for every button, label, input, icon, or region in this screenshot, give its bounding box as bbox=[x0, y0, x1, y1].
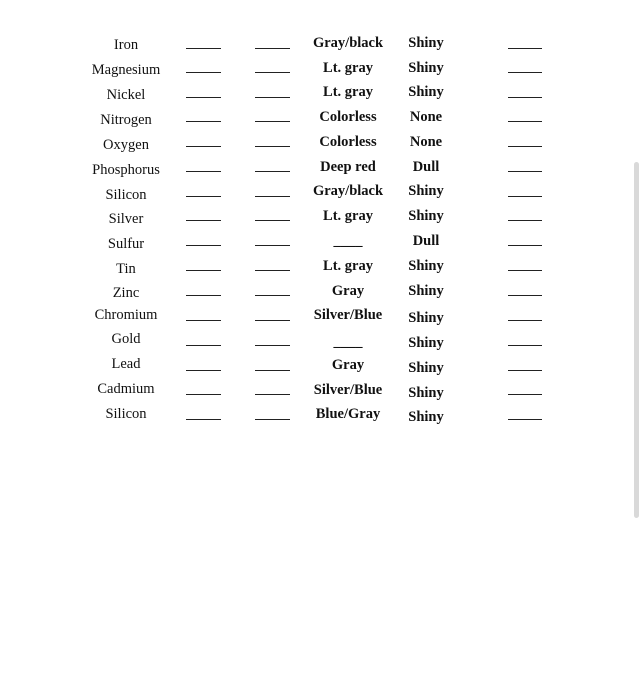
answer-blank bbox=[186, 419, 221, 420]
answer-blank bbox=[255, 97, 290, 98]
luster-value: Shiny bbox=[408, 208, 444, 224]
color-value: Lt. gray bbox=[323, 258, 373, 274]
color-value: Gray/black bbox=[312, 35, 384, 51]
answer-blank bbox=[186, 48, 221, 49]
answer-blank bbox=[508, 419, 542, 420]
color-value: Gray bbox=[331, 283, 365, 299]
luster-value: Shiny bbox=[408, 258, 444, 274]
answer-blank bbox=[255, 245, 290, 246]
answer-blank bbox=[255, 171, 290, 172]
luster-value: Shiny bbox=[408, 385, 444, 401]
element-name: Silver bbox=[108, 211, 144, 227]
answer-blank bbox=[186, 146, 221, 147]
answer-blank bbox=[186, 171, 221, 172]
answer-blank bbox=[186, 245, 221, 246]
element-name: Silicon bbox=[105, 187, 147, 203]
answer-blank bbox=[508, 320, 542, 321]
luster-value: Shiny bbox=[408, 360, 444, 376]
luster-value: Shiny bbox=[408, 409, 444, 425]
answer-blank bbox=[186, 394, 221, 395]
element-name: Phosphorus bbox=[92, 162, 160, 178]
answer-blank bbox=[508, 245, 542, 246]
answer-blank bbox=[508, 121, 542, 122]
color-value: ____ bbox=[333, 233, 363, 249]
answer-blank bbox=[255, 72, 290, 73]
answer-blank bbox=[186, 345, 221, 346]
answer-blank bbox=[508, 295, 542, 296]
answer-blank bbox=[186, 370, 221, 371]
element-name: Lead bbox=[111, 356, 141, 372]
luster-value: Shiny bbox=[408, 335, 444, 351]
answer-blank bbox=[255, 121, 290, 122]
answer-blank bbox=[186, 196, 221, 197]
element-name: Tin bbox=[116, 261, 136, 277]
color-value: Gray bbox=[331, 357, 365, 373]
luster-value: Shiny bbox=[408, 310, 444, 326]
answer-blank bbox=[186, 97, 221, 98]
answer-blank bbox=[255, 370, 290, 371]
answer-blank bbox=[255, 394, 290, 395]
answer-blank bbox=[186, 220, 221, 221]
answer-blank bbox=[186, 320, 221, 321]
answer-blank bbox=[508, 146, 542, 147]
luster-value: None bbox=[409, 134, 443, 150]
answer-blank bbox=[255, 320, 290, 321]
luster-value: Dull bbox=[412, 233, 440, 249]
answer-blank bbox=[508, 196, 542, 197]
answer-blank bbox=[508, 97, 542, 98]
color-value: Lt. gray bbox=[323, 84, 373, 100]
answer-blank bbox=[508, 220, 542, 221]
luster-value: None bbox=[409, 109, 443, 125]
answer-blank bbox=[508, 370, 542, 371]
color-value: Gray/black bbox=[312, 183, 384, 199]
element-name: Gold bbox=[111, 331, 141, 347]
element-name: Zinc bbox=[112, 285, 140, 301]
answer-blank bbox=[255, 220, 290, 221]
color-value: Silver/Blue bbox=[313, 307, 383, 323]
color-value: Deep red bbox=[320, 159, 376, 175]
answer-blank bbox=[186, 295, 221, 296]
answer-blank bbox=[255, 270, 290, 271]
answer-blank bbox=[186, 121, 221, 122]
answer-blank bbox=[255, 196, 290, 197]
color-value: Blue/Gray bbox=[315, 406, 381, 422]
luster-value: Shiny bbox=[408, 35, 444, 51]
color-value: Silver/Blue bbox=[313, 382, 383, 398]
luster-value: Shiny bbox=[408, 84, 444, 100]
answer-blank bbox=[508, 345, 542, 346]
answer-blank bbox=[508, 171, 542, 172]
element-name: Nickel bbox=[106, 87, 146, 103]
answer-blank bbox=[255, 345, 290, 346]
color-value: Colorless bbox=[319, 134, 377, 150]
color-value: Lt. gray bbox=[323, 208, 373, 224]
element-name: Chromium bbox=[94, 307, 158, 323]
answer-blank bbox=[508, 270, 542, 271]
luster-value: Shiny bbox=[408, 283, 444, 299]
color-value: ____ bbox=[333, 334, 363, 350]
element-name: Silicon bbox=[105, 406, 147, 422]
color-value: Lt. gray bbox=[323, 60, 373, 76]
answer-blank bbox=[508, 394, 542, 395]
element-name: Cadmium bbox=[97, 381, 155, 397]
answer-blank bbox=[508, 72, 542, 73]
answer-blank bbox=[255, 146, 290, 147]
answer-blank bbox=[255, 48, 290, 49]
answer-blank bbox=[255, 419, 290, 420]
answer-blank bbox=[508, 48, 542, 49]
answer-blank bbox=[186, 72, 221, 73]
element-name: Magnesium bbox=[91, 62, 161, 78]
element-name: Oxygen bbox=[103, 137, 149, 153]
luster-value: Dull bbox=[412, 159, 440, 175]
luster-value: Shiny bbox=[408, 183, 444, 199]
answer-blank bbox=[186, 270, 221, 271]
color-value: Colorless bbox=[319, 109, 377, 125]
element-name: Sulfur bbox=[107, 236, 145, 252]
answer-blank bbox=[255, 295, 290, 296]
element-name: Iron bbox=[113, 37, 139, 53]
vertical-scrollbar[interactable] bbox=[634, 162, 639, 518]
element-name: Nitrogen bbox=[100, 112, 152, 128]
luster-value: Shiny bbox=[408, 60, 444, 76]
